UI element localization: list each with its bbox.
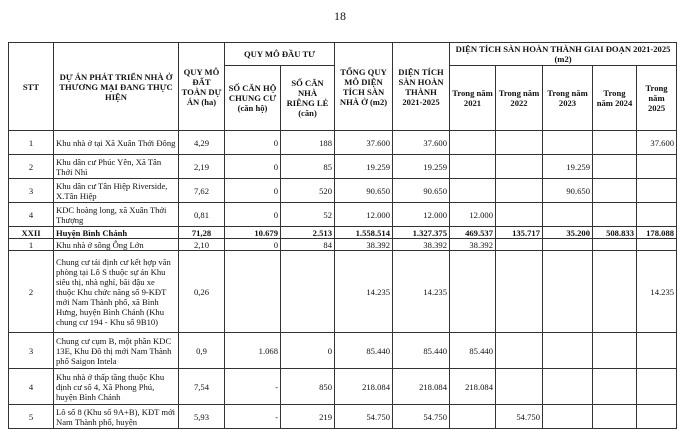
cell-stt: 1 bbox=[9, 131, 54, 155]
cell-year-2025 bbox=[637, 333, 677, 369]
cell-total-floor: 85.440 bbox=[335, 333, 393, 369]
header-houses: SỐ CĂN NHÀ RIÊNG LẺ (căn) bbox=[281, 66, 335, 131]
header-completed: DIỆN TÍCH SÀN HOÀN THÀNH 2021-2025 bbox=[393, 43, 450, 131]
housing-projects-table bbox=[8, 42, 677, 429]
cell-completed: 85.440 bbox=[393, 333, 450, 369]
header-year-2024: Trong năm 2024 bbox=[593, 66, 637, 131]
cell-year-2022 bbox=[496, 239, 543, 251]
cell-houses: 84 bbox=[281, 239, 335, 251]
cell-project-name: Lô số 8 (Khu số 9A+B), KĐT mới Nam Thành phố, huyện bbox=[54, 405, 179, 429]
cell-houses bbox=[281, 251, 335, 333]
cell-year-2023: 19.259 bbox=[543, 155, 593, 179]
cell-land-area: 2,19 bbox=[179, 155, 225, 179]
cell-land-area: 0,81 bbox=[179, 203, 225, 227]
header-year-2023: Trong năm 2023 bbox=[543, 66, 593, 131]
cell-apartments: 0 bbox=[225, 155, 281, 179]
cell-total-floor: 54.750 bbox=[335, 405, 393, 429]
cell-year-2023 bbox=[543, 203, 593, 227]
table-row bbox=[9, 251, 677, 333]
cell-houses: 52 bbox=[281, 203, 335, 227]
cell-apartments: - bbox=[225, 405, 281, 429]
cell-apartments: 0 bbox=[225, 131, 281, 155]
cell-stt: XXII bbox=[9, 227, 54, 239]
cell-stt: 2 bbox=[9, 251, 54, 333]
page-number: 18 bbox=[334, 9, 346, 23]
cell-total-floor: 37.600 bbox=[335, 131, 393, 155]
cell-year-2022 bbox=[496, 131, 543, 155]
cell-year-2025: 178.088 bbox=[637, 227, 677, 239]
cell-year-2024 bbox=[593, 251, 637, 333]
cell-land-area: 0,26 bbox=[179, 251, 225, 333]
header-stt: STT bbox=[9, 43, 54, 131]
table-row bbox=[9, 239, 677, 251]
cell-total-floor: 90.650 bbox=[335, 179, 393, 203]
cell-project-name: KDC hoàng long, xã Xuân Thới Thượng bbox=[54, 203, 179, 227]
cell-year-2024 bbox=[593, 155, 637, 179]
cell-year-2024 bbox=[593, 239, 637, 251]
cell-year-2025 bbox=[637, 369, 677, 405]
district-summary-row bbox=[9, 227, 677, 239]
cell-total-floor: 14.235 bbox=[335, 251, 393, 333]
cell-land-area: 71,28 bbox=[179, 227, 225, 239]
header-land-area: QUY MÔ ĐẤT TOÀN DỰ ÁN (ha) bbox=[179, 43, 225, 131]
cell-year-2025 bbox=[637, 239, 677, 251]
cell-houses: 520 bbox=[281, 179, 335, 203]
cell-apartments bbox=[225, 251, 281, 333]
cell-total-floor: 12.000 bbox=[335, 203, 393, 227]
cell-houses: 188 bbox=[281, 131, 335, 155]
header-year-2021: Trong năm 2021 bbox=[450, 66, 496, 131]
cell-year-2022 bbox=[496, 369, 543, 405]
header-scale: QUY MÔ ĐẦU TƯ bbox=[225, 43, 335, 66]
cell-project-name: Chung cư tái định cư kết hợp văn phòng tại Lô S thuộc sự án Khu siêu thị, nhà nghỉ, bãi đậu xe thuộc Khu chức năng số 9-KĐT mới Nam Thành phố, xã Bình Hưng, huyện Bình Chánh (Khu chung cư 194 - Khu số 9B10) bbox=[54, 251, 179, 333]
cell-year-2023 bbox=[543, 333, 593, 369]
cell-project-name: Chung cư cụm B, một phần KDC 13E, Khu Đô thị mới Nam Thành phố Saigon Intela bbox=[54, 333, 179, 369]
cell-year-2021: 218.084 bbox=[450, 369, 496, 405]
cell-year-2023 bbox=[543, 369, 593, 405]
cell-year-2025: 37.600 bbox=[637, 131, 677, 155]
cell-year-2021: 38.392 bbox=[450, 239, 496, 251]
cell-year-2022 bbox=[496, 179, 543, 203]
cell-project-name: Khu dân cư Phúc Yên, Xã Tân Thới Nhì bbox=[54, 155, 179, 179]
cell-apartments: 0 bbox=[225, 179, 281, 203]
cell-land-area: 7,62 bbox=[179, 179, 225, 203]
cell-year-2023 bbox=[543, 239, 593, 251]
cell-year-2022 bbox=[496, 333, 543, 369]
header-apartments: SỐ CĂN HỘ CHUNG CƯ (căn hộ) bbox=[225, 66, 281, 131]
cell-total-floor: 19.259 bbox=[335, 155, 393, 179]
cell-year-2025 bbox=[637, 155, 677, 179]
cell-apartments: 10.679 bbox=[225, 227, 281, 239]
cell-year-2022: 54.750 bbox=[496, 405, 543, 429]
cell-project-name: Huyện Bình Chánh bbox=[54, 227, 179, 239]
cell-houses: 2.513 bbox=[281, 227, 335, 239]
cell-houses: 850 bbox=[281, 369, 335, 405]
cell-year-2024 bbox=[593, 131, 637, 155]
cell-stt: 2 bbox=[9, 155, 54, 179]
cell-apartments: - bbox=[225, 369, 281, 405]
table-row bbox=[9, 369, 677, 405]
cell-year-2021: 469.537 bbox=[450, 227, 496, 239]
cell-year-2022 bbox=[496, 203, 543, 227]
cell-land-area: 5,93 bbox=[179, 405, 225, 429]
cell-year-2021 bbox=[450, 179, 496, 203]
cell-land-area: 4,29 bbox=[179, 131, 225, 155]
cell-completed: 38.392 bbox=[393, 239, 450, 251]
header-total-floor: TỔNG QUY MÔ DIỆN TÍCH SÀN NHÀ Ở (m2) bbox=[335, 43, 393, 131]
cell-completed: 54.750 bbox=[393, 405, 450, 429]
cell-apartments: 1.068 bbox=[225, 333, 281, 369]
cell-year-2021: 12.000 bbox=[450, 203, 496, 227]
cell-year-2023: 90.650 bbox=[543, 179, 593, 203]
cell-completed: 14.235 bbox=[393, 251, 450, 333]
cell-year-2024 bbox=[593, 179, 637, 203]
cell-houses: 219 bbox=[281, 405, 335, 429]
cell-completed: 12.000 bbox=[393, 203, 450, 227]
cell-land-area: 0,9 bbox=[179, 333, 225, 369]
cell-stt: 5 bbox=[9, 405, 54, 429]
cell-project-name: Khu nhà ở sông Ông Lớn bbox=[54, 239, 179, 251]
table-row bbox=[9, 179, 677, 203]
table-row bbox=[9, 405, 677, 429]
cell-project-name: Khu nhà ở tại Xã Xuân Thới Đông bbox=[54, 131, 179, 155]
cell-year-2022 bbox=[496, 155, 543, 179]
cell-year-2023 bbox=[543, 131, 593, 155]
cell-land-area: 2,10 bbox=[179, 239, 225, 251]
cell-land-area: 7,54 bbox=[179, 369, 225, 405]
cell-project-name: Khu nhà ở thấp tầng thuộc Khu định cư số 4, Xã Phong Phú, huyện Bình Chánh bbox=[54, 369, 179, 405]
cell-apartments: 0 bbox=[225, 203, 281, 227]
cell-year-2021: 85.440 bbox=[450, 333, 496, 369]
cell-year-2021 bbox=[450, 251, 496, 333]
cell-year-2024 bbox=[593, 369, 637, 405]
cell-year-2024 bbox=[593, 405, 637, 429]
header-year-2022: Trong năm 2022 bbox=[496, 66, 543, 131]
cell-year-2023 bbox=[543, 251, 593, 333]
cell-year-2024 bbox=[593, 333, 637, 369]
cell-stt: 3 bbox=[9, 333, 54, 369]
cell-year-2021 bbox=[450, 131, 496, 155]
cell-year-2021 bbox=[450, 405, 496, 429]
cell-completed: 37.600 bbox=[393, 131, 450, 155]
cell-year-2023 bbox=[543, 405, 593, 429]
cell-stt: 4 bbox=[9, 369, 54, 405]
header-project: DỰ ÁN PHÁT TRIỂN NHÀ Ở THƯƠNG MẠI ĐANG THỰC HIỆN bbox=[54, 43, 179, 131]
cell-houses: 85 bbox=[281, 155, 335, 179]
cell-total-floor: 1.558.514 bbox=[335, 227, 393, 239]
cell-total-floor: 218.084 bbox=[335, 369, 393, 405]
table-row bbox=[9, 203, 677, 227]
cell-completed: 218.084 bbox=[393, 369, 450, 405]
cell-stt: 1 bbox=[9, 239, 54, 251]
header-year-2025: Trong năm 2025 bbox=[637, 66, 677, 131]
table-row bbox=[9, 155, 677, 179]
cell-stt: 3 bbox=[9, 179, 54, 203]
header-period: DIỆN TÍCH SÀN HOÀN THÀNH GIAI ĐOẠN 2021-2025 (m2) bbox=[450, 43, 677, 66]
cell-year-2024: 508.833 bbox=[593, 227, 637, 239]
cell-completed: 1.327.375 bbox=[393, 227, 450, 239]
cell-apartments: 0 bbox=[225, 239, 281, 251]
cell-houses: 0 bbox=[281, 333, 335, 369]
cell-year-2021 bbox=[450, 155, 496, 179]
cell-total-floor: 38.392 bbox=[335, 239, 393, 251]
cell-completed: 90.650 bbox=[393, 179, 450, 203]
cell-project-name: Khu dân cư Tân Hiệp Riverside, X.Tân Hiệp bbox=[54, 179, 179, 203]
cell-year-2025: 14.235 bbox=[637, 251, 677, 333]
cell-year-2024 bbox=[593, 203, 637, 227]
table-row bbox=[9, 333, 677, 369]
cell-year-2022 bbox=[496, 251, 543, 333]
cell-year-2023: 35.200 bbox=[543, 227, 593, 239]
cell-completed: 19.259 bbox=[393, 155, 450, 179]
cell-year-2025 bbox=[637, 179, 677, 203]
cell-year-2025 bbox=[637, 405, 677, 429]
table-row bbox=[9, 131, 677, 155]
cell-year-2022: 135.717 bbox=[496, 227, 543, 239]
cell-stt: 4 bbox=[9, 203, 54, 227]
cell-year-2025 bbox=[637, 203, 677, 227]
